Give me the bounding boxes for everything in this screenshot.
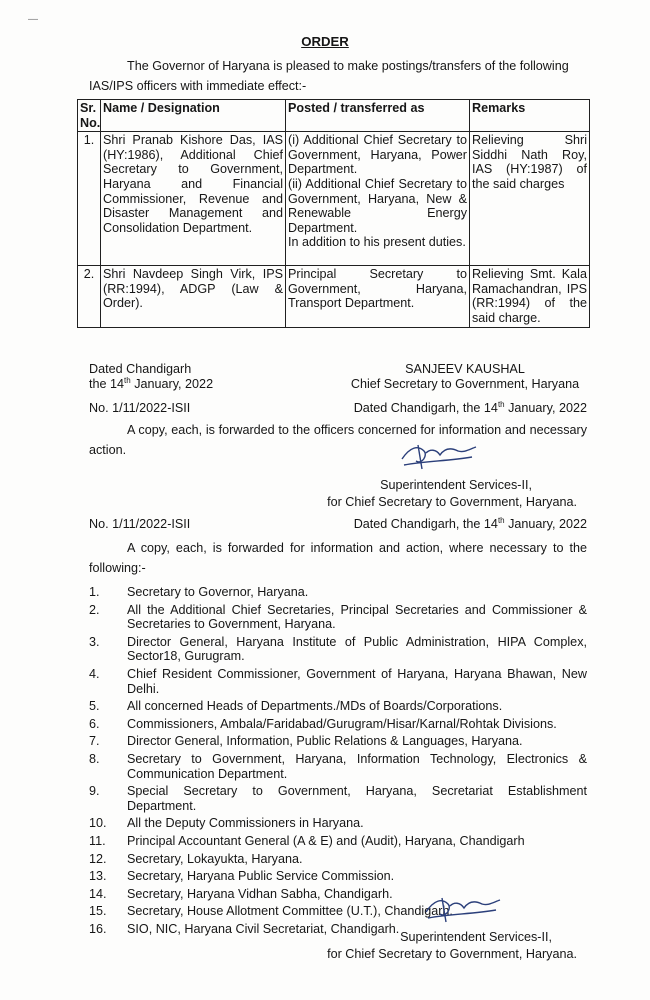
row-sr: 1. — [78, 132, 101, 266]
header-remarks: Remarks — [470, 100, 590, 132]
list-item-text: All the Deputy Commissioners in Haryana. — [127, 816, 364, 831]
dated-place: Dated Chandigarh — [89, 362, 192, 376]
list-item-number: 5. — [89, 699, 100, 714]
table-row — [78, 132, 590, 266]
list-item — [89, 784, 587, 813]
list-item-text: Secretary to Governor, Haryana. — [127, 585, 309, 599]
list-item-text: Principal Accountant General (A & E) and (Audit), Haryana, Chandigarh — [127, 833, 525, 848]
list-item — [89, 717, 587, 732]
list-item-number: 6. — [89, 716, 100, 731]
table-row — [78, 266, 590, 327]
list-item-text: SIO, NIC, Haryana Civil Secretariat, Chandigarh. — [127, 921, 400, 936]
list-item — [89, 752, 587, 781]
list-item — [89, 734, 587, 749]
list-item-number: 13. — [89, 869, 107, 884]
postings-table — [77, 99, 590, 328]
endorsement-1-sign-for: for Chief Secretary to Government, Haryana. — [327, 495, 577, 509]
header-posted-as: Posted / transferred as — [286, 100, 470, 132]
list-item — [89, 603, 587, 632]
signatory-block — [340, 362, 590, 391]
list-item-text: Secretary, House Allotment Committee (U.T.), Chandigarh. — [127, 904, 453, 919]
endorsement-1-text: A copy, each, is forwarded to the officers concerned for information and necessary action. — [89, 423, 587, 458]
recipient-list — [89, 585, 587, 939]
list-item — [89, 816, 587, 831]
endorsement-2-number: No. 1/11/2022-ISII — [89, 517, 191, 531]
signature-2 — [420, 890, 504, 926]
list-item-number: 9. — [89, 784, 100, 799]
list-item — [89, 635, 587, 664]
page-mark: — — [28, 14, 38, 25]
list-item — [89, 852, 587, 867]
row-posted: Principal Secretary to Government, Haryana, Transport Department. — [286, 266, 470, 327]
list-item-number: 3. — [89, 634, 100, 649]
posted-note: In addition to his present duties. — [288, 235, 466, 250]
header-sr-no: Sr. No. — [78, 100, 101, 132]
list-item — [89, 869, 587, 884]
list-item-number: 4. — [89, 666, 100, 681]
endorsement-2-sign-title: Superintendent Services-II, — [400, 930, 552, 944]
list-item-text: Secretary to Government, Haryana, Information Technology, Electronics & Communication Department. — [127, 751, 587, 781]
list-item-number: 14. — [89, 886, 107, 901]
endorsement-2-sign-for: for Chief Secretary to Government, Haryana. — [327, 947, 577, 961]
list-item-text: Commissioners, Ambala/Faridabad/Gurugram/Hisar/Karnal/Rohtak Divisions. — [127, 716, 557, 731]
list-item-text: All the Additional Chief Secretaries, Principal Secretaries and Commissioner & Secretaries to Government, Haryana. — [127, 602, 587, 632]
row-name: Shri Pranab Kishore Das, IAS (HY:1986), Additional Chief Secretary to Government, Haryana and Financial Commissioner, Revenue and Disaster Management and Consolidation Department. — [101, 132, 286, 266]
list-item-text: Director General, Information, Public Relations & Languages, Haryana. — [127, 734, 523, 749]
header-name-designation: Name / Designation — [101, 100, 286, 132]
list-item-text: All concerned Heads of Departments./MDs of Boards/Corporations. — [127, 699, 503, 714]
list-item-number: 7. — [89, 734, 100, 749]
list-item-number: 11. — [89, 833, 106, 848]
dated-date: the 14th January, 2022 — [89, 375, 214, 391]
table-header-row — [78, 100, 590, 132]
list-item — [89, 699, 587, 714]
list-item — [89, 667, 587, 696]
row-name: Shri Navdeep Singh Virk, IPS (RR:1994), ADGP (Law & Order). — [101, 266, 286, 327]
row-sr: 2. — [78, 266, 101, 327]
endorsement-2-text: A copy, each, is forwarded for information and action, where necessary to the following:- — [89, 541, 587, 576]
list-item-text: Secretary, Haryana Vidhan Sabha, Chandigarh. — [127, 886, 393, 901]
list-item-number: 16. — [89, 921, 107, 936]
endorsement-1-date: Dated Chandigarh, the 14th January, 2022 — [353, 399, 587, 415]
row-remarks: Relieving Smt. Kala Ramachandran, IPS (RR:1994) of the said charge. — [470, 266, 590, 327]
row-posted — [286, 132, 470, 266]
list-item — [89, 887, 587, 902]
list-item-number: 15. — [89, 904, 107, 919]
list-item-number: 2. — [89, 602, 100, 617]
list-item-number: 8. — [89, 751, 100, 766]
row-remarks: Relieving Shri Siddhi Nath Roy, IAS (HY:1987) of the said charges — [470, 132, 590, 266]
signatory-title: Chief Secretary to Government, Haryana — [350, 376, 580, 391]
list-item — [89, 904, 587, 919]
intro-text: The Governor of Haryana is pleased to make postings/transfers of the following IAS/IPS officers with immediate effect:- — [89, 59, 569, 94]
endorsement-2-text-block — [89, 538, 587, 578]
endorsement-1-text-block — [89, 420, 587, 460]
posted-item: (ii) Additional Chief Secretary to Government, Haryana, New & Renewable Energy Department. — [288, 176, 467, 235]
endorsement-2-date: Dated Chandigarh, the 14th January, 2022 — [353, 515, 587, 531]
list-item-text: Chief Resident Commissioner, Government of Haryana, Haryana Bhawan, New Delhi. — [127, 666, 587, 696]
list-item — [89, 834, 587, 849]
signatory-name: SANJEEV KAUSHAL — [405, 362, 525, 376]
list-item-number: 10. — [89, 816, 107, 831]
list-item — [89, 585, 587, 600]
list-item-text: Secretary, Lokayukta, Haryana. — [127, 851, 303, 866]
endorsement-1-sign-title: Superintendent Services-II, — [380, 478, 532, 492]
order-title: ORDER — [301, 34, 349, 49]
dated-block — [89, 362, 213, 391]
signature-1 — [396, 439, 480, 473]
list-item-text: Special Secretary to Government, Haryana, Secretariat Establishment Department. — [127, 784, 587, 813]
list-item-text: Director General, Haryana Institute of Public Administration, HIPA Complex, Sector18, Gurugram. — [127, 634, 587, 664]
intro-paragraph — [89, 56, 587, 96]
endorsement-1-number: No. 1/11/2022-ISII — [89, 401, 191, 415]
posted-item: (i) Additional Chief Secretary to Government, Haryana, Power Department. — [288, 133, 467, 177]
list-item-text: Secretary, Haryana Public Service Commission. — [127, 869, 395, 884]
list-item-number: 1. — [89, 585, 100, 599]
list-item-number: 12. — [89, 851, 107, 866]
